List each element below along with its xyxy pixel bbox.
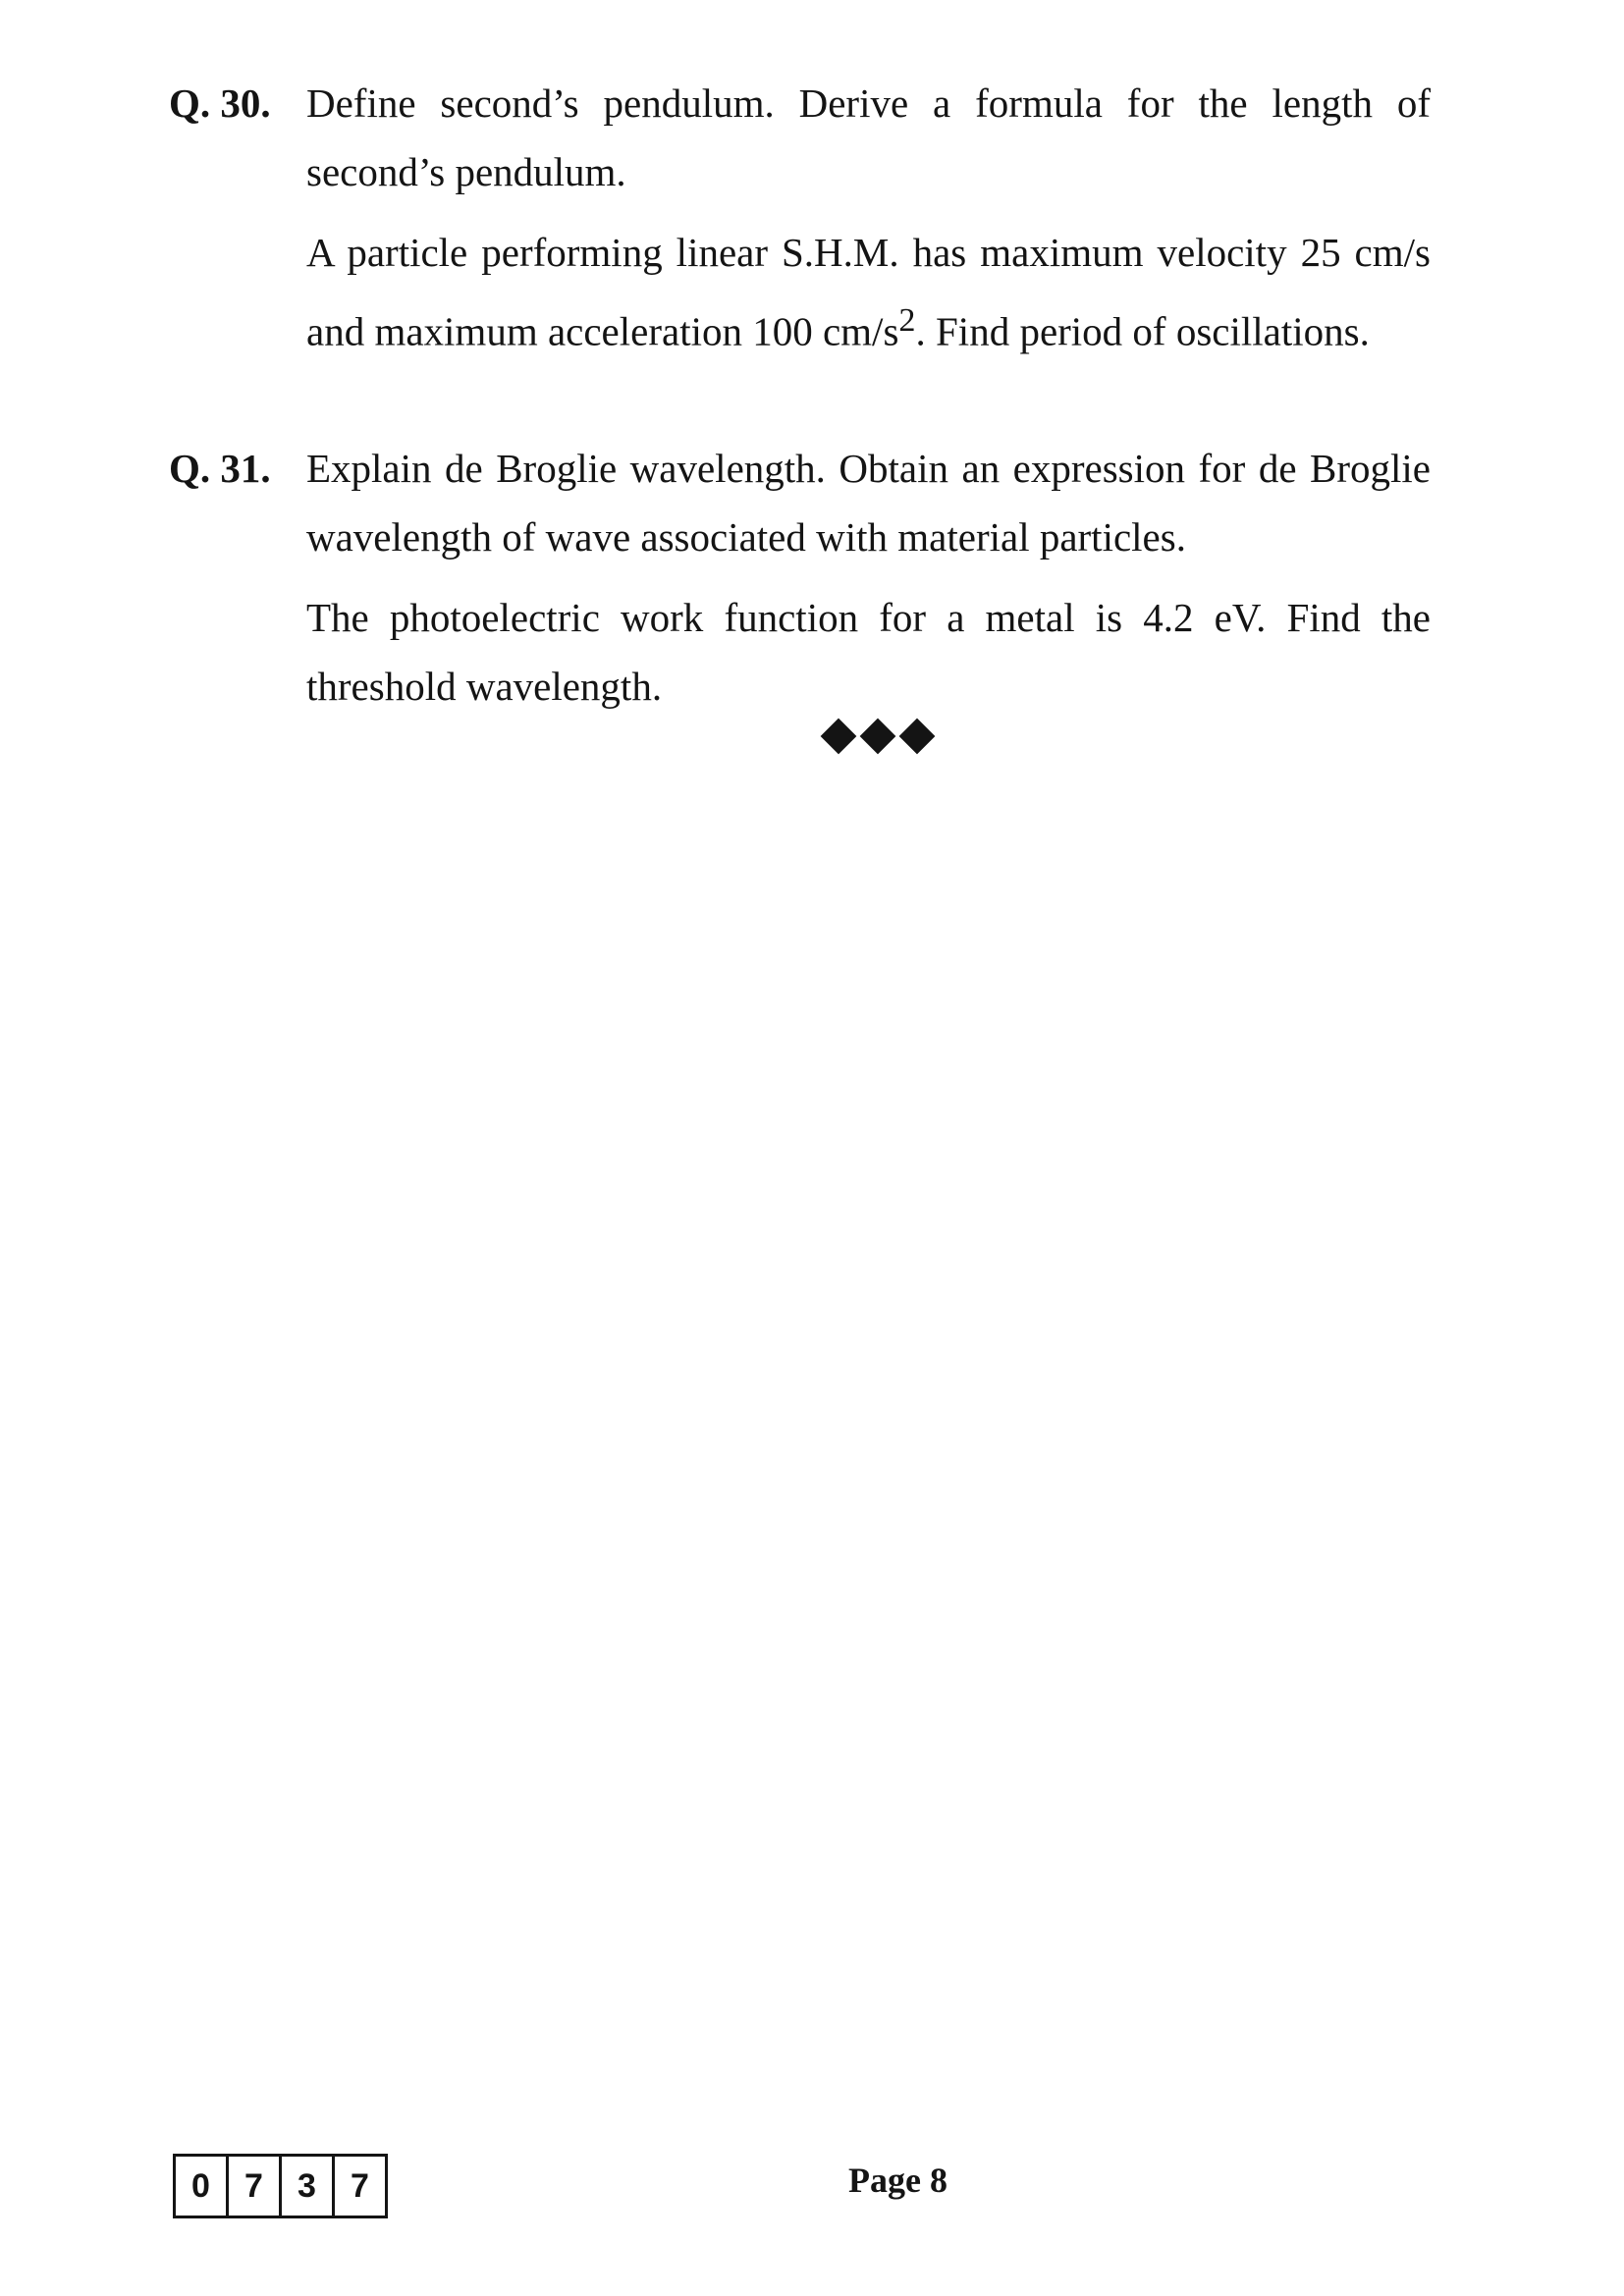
diamond-icon <box>860 719 896 755</box>
superscript: 2 <box>898 302 916 339</box>
diamond-icon <box>821 719 857 755</box>
text-segment: . Find period of oscillations. <box>915 308 1370 354</box>
paper-code-digit: 7 <box>229 2157 282 2216</box>
question-body <box>306 69 1431 366</box>
paper-code-digit: 7 <box>351 2166 369 2205</box>
question-30 <box>169 69 1435 378</box>
paper-code-digit: 3 <box>282 2157 335 2216</box>
text-segment: A particle performing linear S.H.M. has maximum velocity 25 cm/s and maximum acceleration 100 cm/s <box>306 230 1431 354</box>
paper-code <box>173 2154 388 2218</box>
paper-code-digit: 0 <box>176 2157 229 2216</box>
numerical-problem-text <box>306 218 1431 366</box>
question-text <box>306 434 1431 571</box>
end-separator <box>821 715 935 758</box>
text-segment: Explain de Broglie wavelength. Obtain an expression for de Broglie wavelength of wave associated with material particles. <box>306 446 1431 560</box>
question-number: Q. 30. <box>169 80 271 126</box>
text-segment: The photoelectric work function for a metal is 4.2 eV. Find the threshold wavelength. <box>306 595 1431 709</box>
question-31 <box>169 434 1435 732</box>
diamond-icon <box>899 719 936 755</box>
page-number: Page 8 <box>848 2161 947 2200</box>
question-text <box>306 69 1431 206</box>
question-number: Q. 31. <box>169 446 271 491</box>
text-segment: Define second’s pendulum. Derive a formula for the length of second’s pendulum. <box>306 80 1431 194</box>
numerical-problem-text <box>306 583 1431 721</box>
question-body <box>306 434 1431 721</box>
